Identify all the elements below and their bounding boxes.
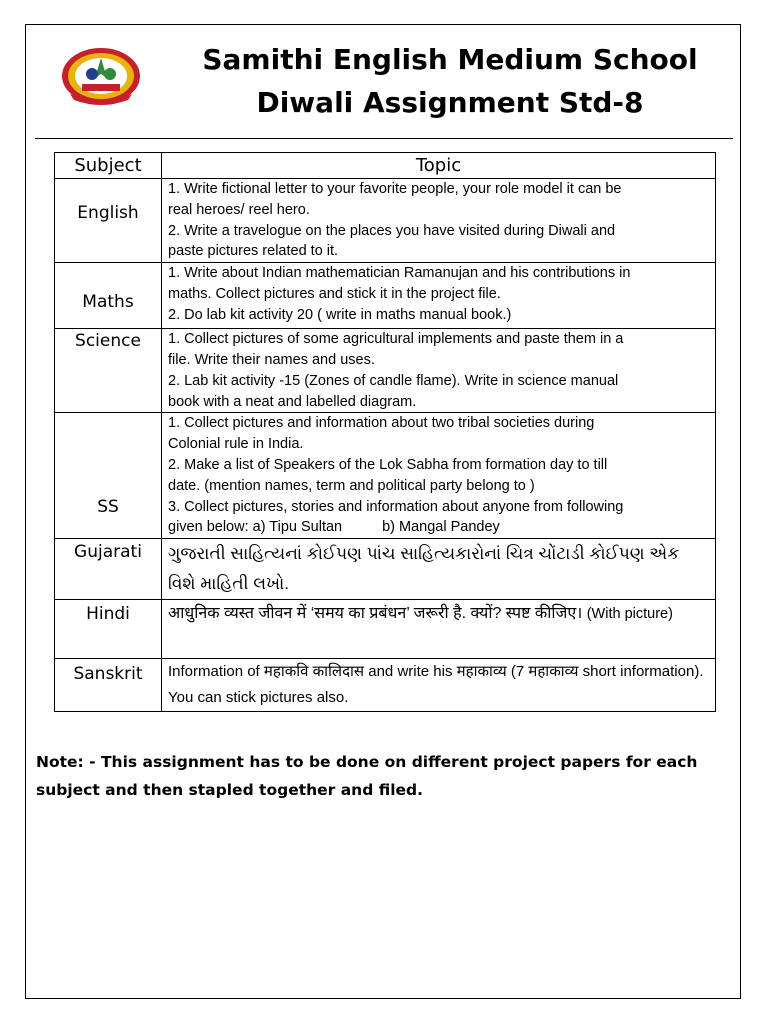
- subject-column-header: Subject: [55, 153, 162, 179]
- header-divider: [35, 138, 733, 139]
- subject-maths: Maths: [82, 292, 134, 313]
- topic-line: 3. Collect pictures, stories and information about anyone from following: [168, 498, 624, 515]
- note-line: Note: - This assignment has to be done on different project papers for each: [36, 753, 698, 771]
- subject-ss: SS: [97, 497, 119, 518]
- table-row: [55, 600, 716, 659]
- option-mangal-pandey: b) Mangal Pandey: [382, 519, 500, 536]
- table-row: [55, 413, 716, 539]
- subject-english: English: [77, 203, 139, 223]
- gujarati-topic: ગુજરાતી સાહિત્યનાં કોઈપણ પાંચ સાહિત્યકારોનાં ચિત્ર ચોંટાડી કોઈપણ એક વિશે માહિતી લખો.: [168, 544, 680, 594]
- page-header: [160, 38, 740, 124]
- topic-line: paste pictures related to it.: [168, 243, 339, 260]
- table-row: [55, 263, 716, 329]
- subject-cell: [55, 329, 162, 413]
- topic-line: book with a neat and labelled diagram.: [168, 393, 417, 410]
- hindi-topic: [168, 605, 673, 622]
- table-row: [55, 659, 716, 712]
- table-row: [55, 329, 716, 413]
- subject-cell: [55, 600, 162, 659]
- table-row: [55, 539, 716, 600]
- topic-line: 1. Collect pictures and information about two tribal societies during: [168, 415, 595, 432]
- table-header-row: [55, 153, 716, 179]
- sanskrit-text-2: महाकवि कालिदास: [263, 663, 365, 681]
- school-logo: [60, 44, 142, 108]
- topic-line: real heroes/ reel hero.: [168, 201, 310, 218]
- topic-column-header: Topic: [162, 153, 716, 179]
- topic-cell: [162, 329, 716, 413]
- topic-cell: [162, 263, 716, 329]
- sanskrit-text-5: short information). You can stick pictures also.: [168, 663, 704, 707]
- subject-cell: [55, 413, 162, 539]
- subject-cell: [55, 179, 162, 263]
- option-tipu-sultan: given below: a) Tipu Sultan: [168, 519, 343, 536]
- topic-line: 2. Lab kit activity -15 (Zones of candle flame). Write in science manual: [168, 372, 619, 389]
- topic-cell: [162, 413, 716, 539]
- topic-line: 2. Make a list of Speakers of the Lok Sabha from formation day to till: [168, 456, 608, 473]
- topic-cell: [162, 659, 716, 712]
- topic-line: 2. Write a travelogue on the places you have visited during Diwali and: [168, 222, 616, 239]
- topic-cell: [162, 600, 716, 659]
- topic-cell: [162, 539, 716, 600]
- subject-cell: [55, 539, 162, 600]
- hindi-topic-text: आधुनिक व्यस्त जीवन में ‘समय का प्रबंधन’ जरूरी है. क्यों? स्पष्ट कीजिए।: [168, 605, 583, 623]
- sanskrit-text-1: Information of: [168, 663, 260, 681]
- topic-line: 2. Do lab kit activity 20 ( write in maths manual book.): [168, 306, 512, 323]
- subject-cell: [55, 263, 162, 329]
- note-line: subject and then stapled together and filed.: [36, 781, 424, 799]
- subject-gujarati: Gujarati: [74, 542, 142, 563]
- assignment-note: [36, 748, 726, 804]
- topic-line: date. (mention names, term and political party belong to ): [168, 477, 535, 494]
- assignment-table: [54, 152, 716, 712]
- topic-line: 1. Collect pictures of some agricultural implements and paste them in a: [168, 331, 624, 348]
- sanskrit-text-3: and write his: [368, 663, 453, 681]
- subject-hindi: Hindi: [86, 604, 130, 625]
- topic-line: Colonial rule in India.: [168, 436, 304, 453]
- topic-line: [168, 517, 709, 538]
- sanskrit-topic: [168, 663, 704, 706]
- subject-cell: [55, 659, 162, 712]
- topic-line: maths. Collect pictures and stick it in the project file.: [168, 285, 501, 302]
- sanskrit-text-4: महाकाव्य (7 महाकाव्य: [456, 663, 579, 681]
- topic-line: file. Write their names and uses.: [168, 351, 375, 368]
- topic-line: 1. Write about Indian mathematician Ramanujan and his contributions in: [168, 265, 631, 282]
- subject-science: Science: [75, 331, 141, 352]
- topic-cell: [162, 179, 716, 263]
- table-row: [55, 179, 716, 263]
- school-name: Samithi English Medium School: [202, 43, 698, 76]
- subject-sanskrit: Sanskrit: [73, 664, 143, 685]
- assignment-title: Diwali Assignment Std-8: [256, 86, 644, 119]
- topic-line: 1. Write fictional letter to your favorite people, your role model it can be: [168, 181, 622, 197]
- hindi-topic-note: (With picture): [586, 606, 673, 623]
